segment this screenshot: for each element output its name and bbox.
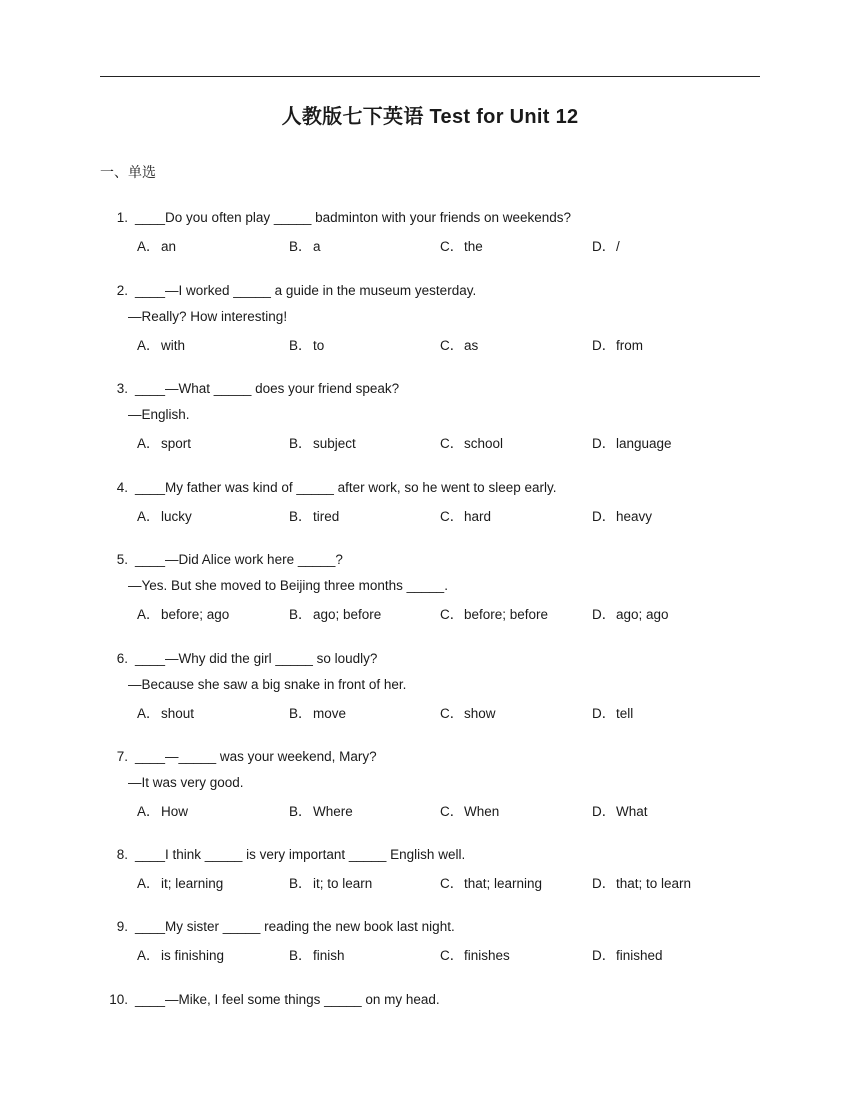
option-letter: D． [592, 436, 616, 451]
option-text: finish [313, 948, 345, 963]
option-letter: B． [289, 436, 312, 451]
question-stem: ____—Why did the girl _____ so loudly? [135, 651, 378, 666]
option-c [440, 603, 548, 623]
question-number: 2. [116, 283, 128, 298]
option-b [289, 235, 321, 255]
option-letter: B． [289, 876, 312, 891]
question-stem: ____—What _____ does your friend speak? [135, 381, 400, 396]
option-row [0, 235, 860, 253]
question-number: 8. [116, 847, 128, 862]
option-text: subject [313, 436, 356, 451]
option-text: show [464, 706, 496, 721]
option-text: tired [313, 509, 340, 524]
question-number: 7. [116, 749, 128, 764]
option-d [592, 334, 643, 354]
option-c [440, 505, 491, 525]
option-text: a [313, 239, 321, 254]
option-text: before; ago [161, 607, 230, 622]
option-letter: D． [592, 239, 616, 254]
option-text: as [464, 338, 479, 353]
option-letter: B． [289, 338, 312, 353]
option-a [137, 800, 188, 820]
option-text: heavy [616, 509, 653, 524]
option-text: with [161, 338, 186, 353]
option-d [592, 603, 669, 623]
question-dialogue-line: —Really? How interesting! [128, 309, 288, 324]
question-number: 3. [116, 381, 128, 396]
option-text: ago; ago [616, 607, 669, 622]
question-dialogue-line: —Because she saw a big snake in front of her. [128, 677, 407, 692]
option-text: When [464, 804, 500, 819]
option-d [592, 702, 633, 722]
option-b [289, 603, 381, 623]
question-number: 4. [116, 480, 128, 495]
option-row [0, 800, 860, 818]
option-letter: B． [289, 706, 312, 721]
option-text: is finishing [161, 948, 225, 963]
option-letter: C． [440, 607, 464, 622]
option-text: the [464, 239, 483, 254]
option-b [289, 505, 339, 525]
option-letter: D． [592, 876, 616, 891]
option-letter: B． [289, 239, 312, 254]
option-letter: C． [440, 948, 464, 963]
question-dialogue-line: —It was very good. [128, 775, 244, 790]
option-c [440, 800, 499, 820]
option-letter: A． [137, 607, 160, 622]
option-d [592, 800, 648, 820]
option-text: finished [616, 948, 663, 963]
option-row [0, 432, 860, 450]
option-row [0, 944, 860, 962]
option-d [592, 944, 663, 964]
option-letter: D． [592, 607, 616, 622]
option-text: language [616, 436, 672, 451]
option-letter: B． [289, 607, 312, 622]
option-letter: A． [137, 804, 160, 819]
option-text: shout [161, 706, 195, 721]
option-letter: C． [440, 876, 464, 891]
option-row [0, 872, 860, 890]
option-a [137, 702, 194, 722]
option-letter: A． [137, 338, 160, 353]
question-number: 10. [109, 992, 128, 1007]
question-stem: ____Do you often play _____ badminton with your friends on weekends? [135, 210, 572, 225]
option-letter: C． [440, 436, 464, 451]
option-text: that; learning [464, 876, 543, 891]
question-stem: ____I think _____ is very important _____ English well. [135, 847, 466, 862]
option-letter: D． [592, 804, 616, 819]
option-text: it; to learn [313, 876, 373, 891]
option-d [592, 432, 672, 452]
option-c [440, 944, 510, 964]
option-a [137, 505, 192, 525]
question-stem: ____My father was kind of _____ after work, so he went to sleep early. [135, 480, 557, 495]
question-number: 6. [116, 651, 128, 666]
option-c [440, 235, 483, 255]
option-b [289, 702, 346, 722]
option-text: / [616, 239, 620, 254]
option-b [289, 800, 353, 820]
option-letter: C． [440, 239, 464, 254]
option-d [592, 505, 652, 525]
option-text: to [313, 338, 325, 353]
option-row [0, 334, 860, 352]
question-stem: ____—Did Alice work here _____? [135, 552, 343, 567]
option-letter: A． [137, 436, 160, 451]
section-heading: 一、单选 [100, 164, 156, 180]
option-a [137, 334, 185, 354]
question-stem: ____My sister _____ reading the new book last night. [135, 919, 455, 934]
option-c [440, 432, 503, 452]
option-letter: A． [137, 876, 160, 891]
header-rule [100, 76, 760, 77]
option-letter: C． [440, 706, 464, 721]
option-text: What [616, 804, 648, 819]
question-number: 9. [116, 919, 128, 934]
option-row [0, 702, 860, 720]
option-a [137, 432, 191, 452]
option-letter: A． [137, 239, 160, 254]
option-letter: D． [592, 509, 616, 524]
option-b [289, 872, 372, 892]
option-text: How [161, 804, 189, 819]
option-a [137, 872, 223, 892]
option-letter: B． [289, 804, 312, 819]
option-row [0, 603, 860, 621]
question-dialogue-line: —Yes. But she moved to Beijing three months _____. [128, 578, 448, 593]
option-b [289, 432, 356, 452]
option-letter: D． [592, 338, 616, 353]
option-text: hard [464, 509, 492, 524]
option-b [289, 334, 324, 354]
option-letter: C． [440, 338, 464, 353]
option-letter: A． [137, 509, 160, 524]
option-letter: D． [592, 706, 616, 721]
question-number: 5. [116, 552, 128, 567]
option-text: Where [313, 804, 353, 819]
option-d [592, 235, 620, 255]
option-d [592, 872, 691, 892]
option-a [137, 235, 176, 255]
option-text: before; before [464, 607, 549, 622]
option-text: ago; before [313, 607, 382, 622]
option-letter: B． [289, 948, 312, 963]
question-number: 1. [116, 210, 128, 225]
question-dialogue-line: —English. [128, 407, 190, 422]
option-letter: D． [592, 948, 616, 963]
question-stem: ____—I worked _____ a guide in the museum yesterday. [135, 283, 477, 298]
option-text: from [616, 338, 643, 353]
option-text: school [464, 436, 504, 451]
option-letter: A． [137, 948, 160, 963]
option-text: move [313, 706, 347, 721]
option-a [137, 603, 229, 623]
page-title: 人教版七下英语 Test for Unit 12 [281, 106, 579, 128]
option-letter: C． [440, 804, 464, 819]
option-text: that; to learn [616, 876, 692, 891]
option-text: finishes [464, 948, 510, 963]
option-text: an [161, 239, 177, 254]
option-row [0, 505, 860, 523]
option-c [440, 702, 496, 722]
option-text: tell [616, 706, 634, 721]
option-c [440, 334, 478, 354]
question-stem: ____—_____ was your weekend, Mary? [135, 749, 377, 764]
option-letter: C． [440, 509, 464, 524]
option-a [137, 944, 224, 964]
question-stem: ____—Mike, I feel some things _____ on my head. [135, 992, 440, 1007]
option-b [289, 944, 345, 964]
option-c [440, 872, 542, 892]
option-text: it; learning [161, 876, 224, 891]
option-letter: A． [137, 706, 160, 721]
option-text: lucky [161, 509, 192, 524]
option-letter: B． [289, 509, 312, 524]
option-text: sport [161, 436, 192, 451]
